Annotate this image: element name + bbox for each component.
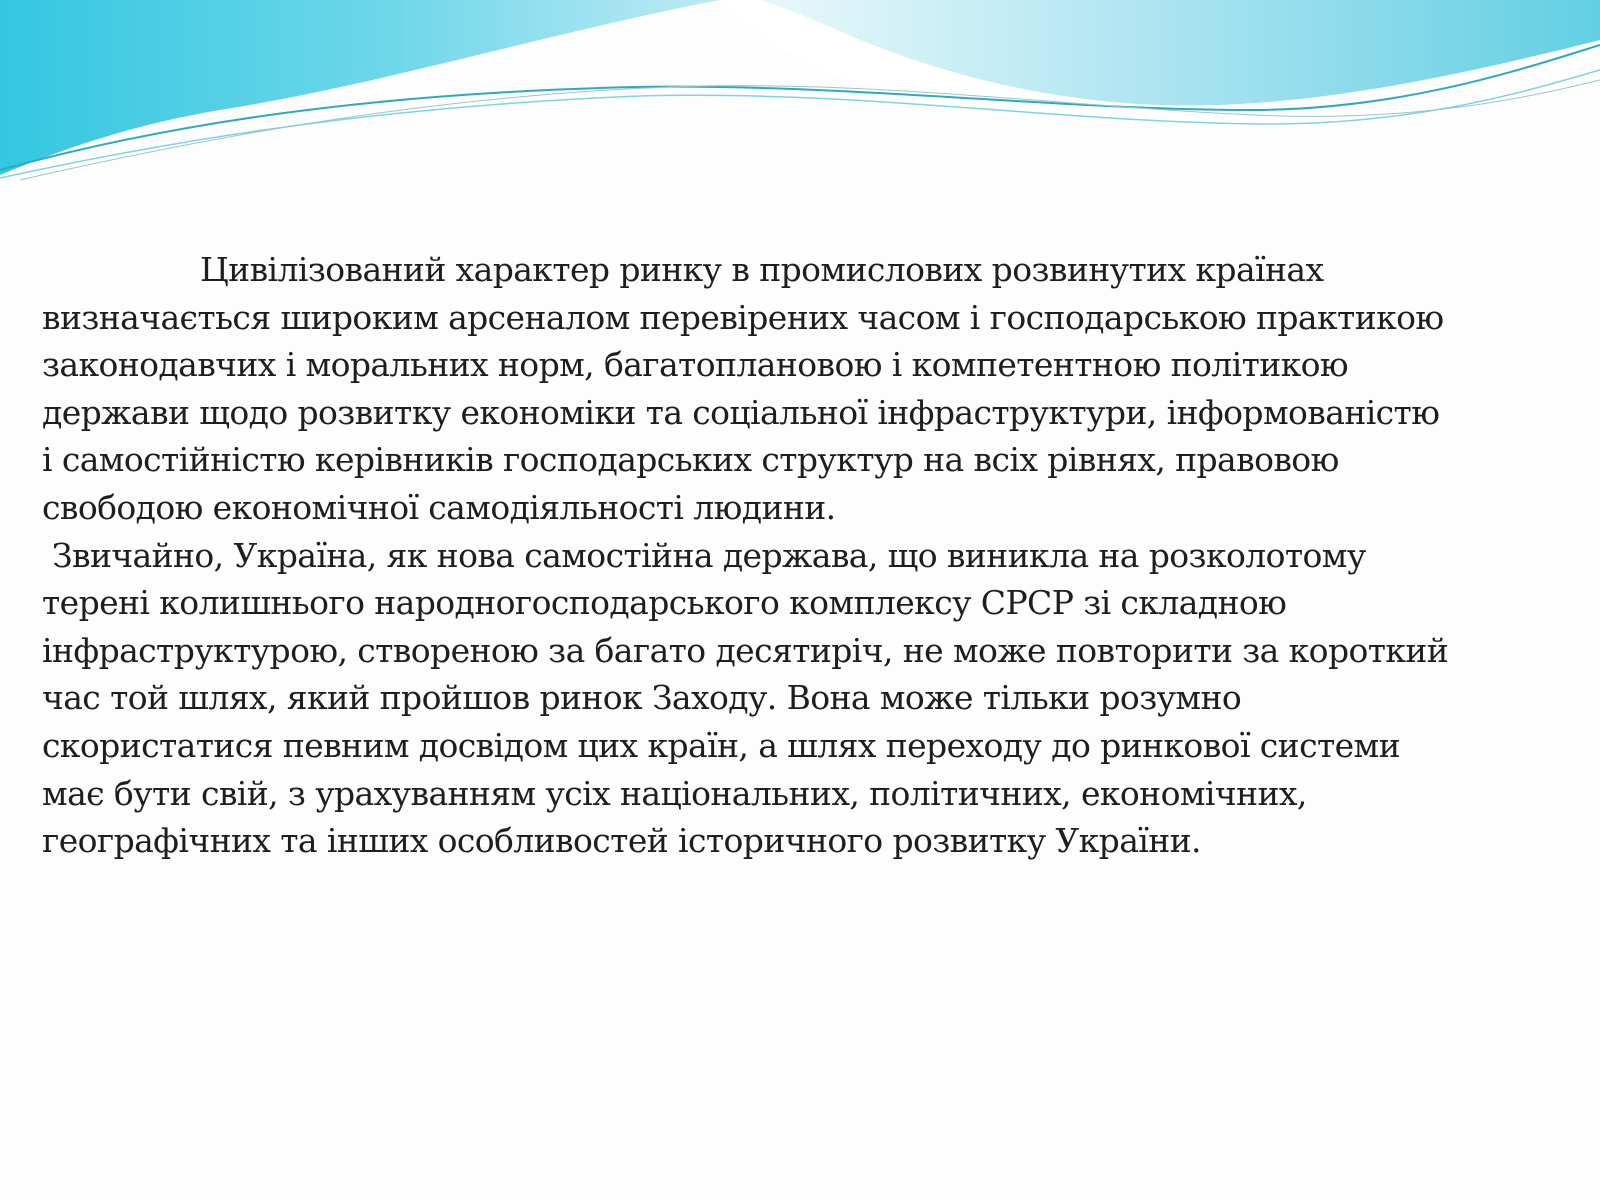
text-line: терені колишнього народногосподарського комплексу СРСР зі складною [42,583,1287,623]
slide-body-text [42,246,1572,865]
text-line: час той шлях, який пройшов ринок Заходу. Вона може тільки розумно [42,678,1242,718]
text-line: свободою економічної самодіяльності людини. [42,487,836,527]
text-line: Цивілізований характер ринку в промислових розвинутих країнах [200,250,1324,289]
text-line: держави щодо розвитку економіки та соціальної інфраструктури, інформованістю [42,392,1440,432]
text-line: визначається широким арсеналом перевірених часом і господарською практикою [42,297,1444,337]
decorative-wave-header [0,0,1600,200]
text-line: Звичайно, Україна, як нова самостійна держава, що виникла на розколотому [52,535,1366,575]
text-line: має бути свій, з урахуванням усіх національних, політичних, економічних, [42,773,1307,813]
text-line: скористатися певним досвідом цих країн, а шлях переходу до ринкової системи [42,725,1401,765]
text-line: законодавчих і моральних норм, багатоплановою і компетентною політикою [42,345,1349,385]
text-line: географічних та інших особливостей історичного розвитку України. [42,821,1201,861]
text-line: інфраструктурою, створеною за багато десятиріч, не може повторити за короткий [42,630,1449,670]
text-line: і самостійністю керівників господарських структур на всіх рівнях, правовою [42,440,1339,480]
